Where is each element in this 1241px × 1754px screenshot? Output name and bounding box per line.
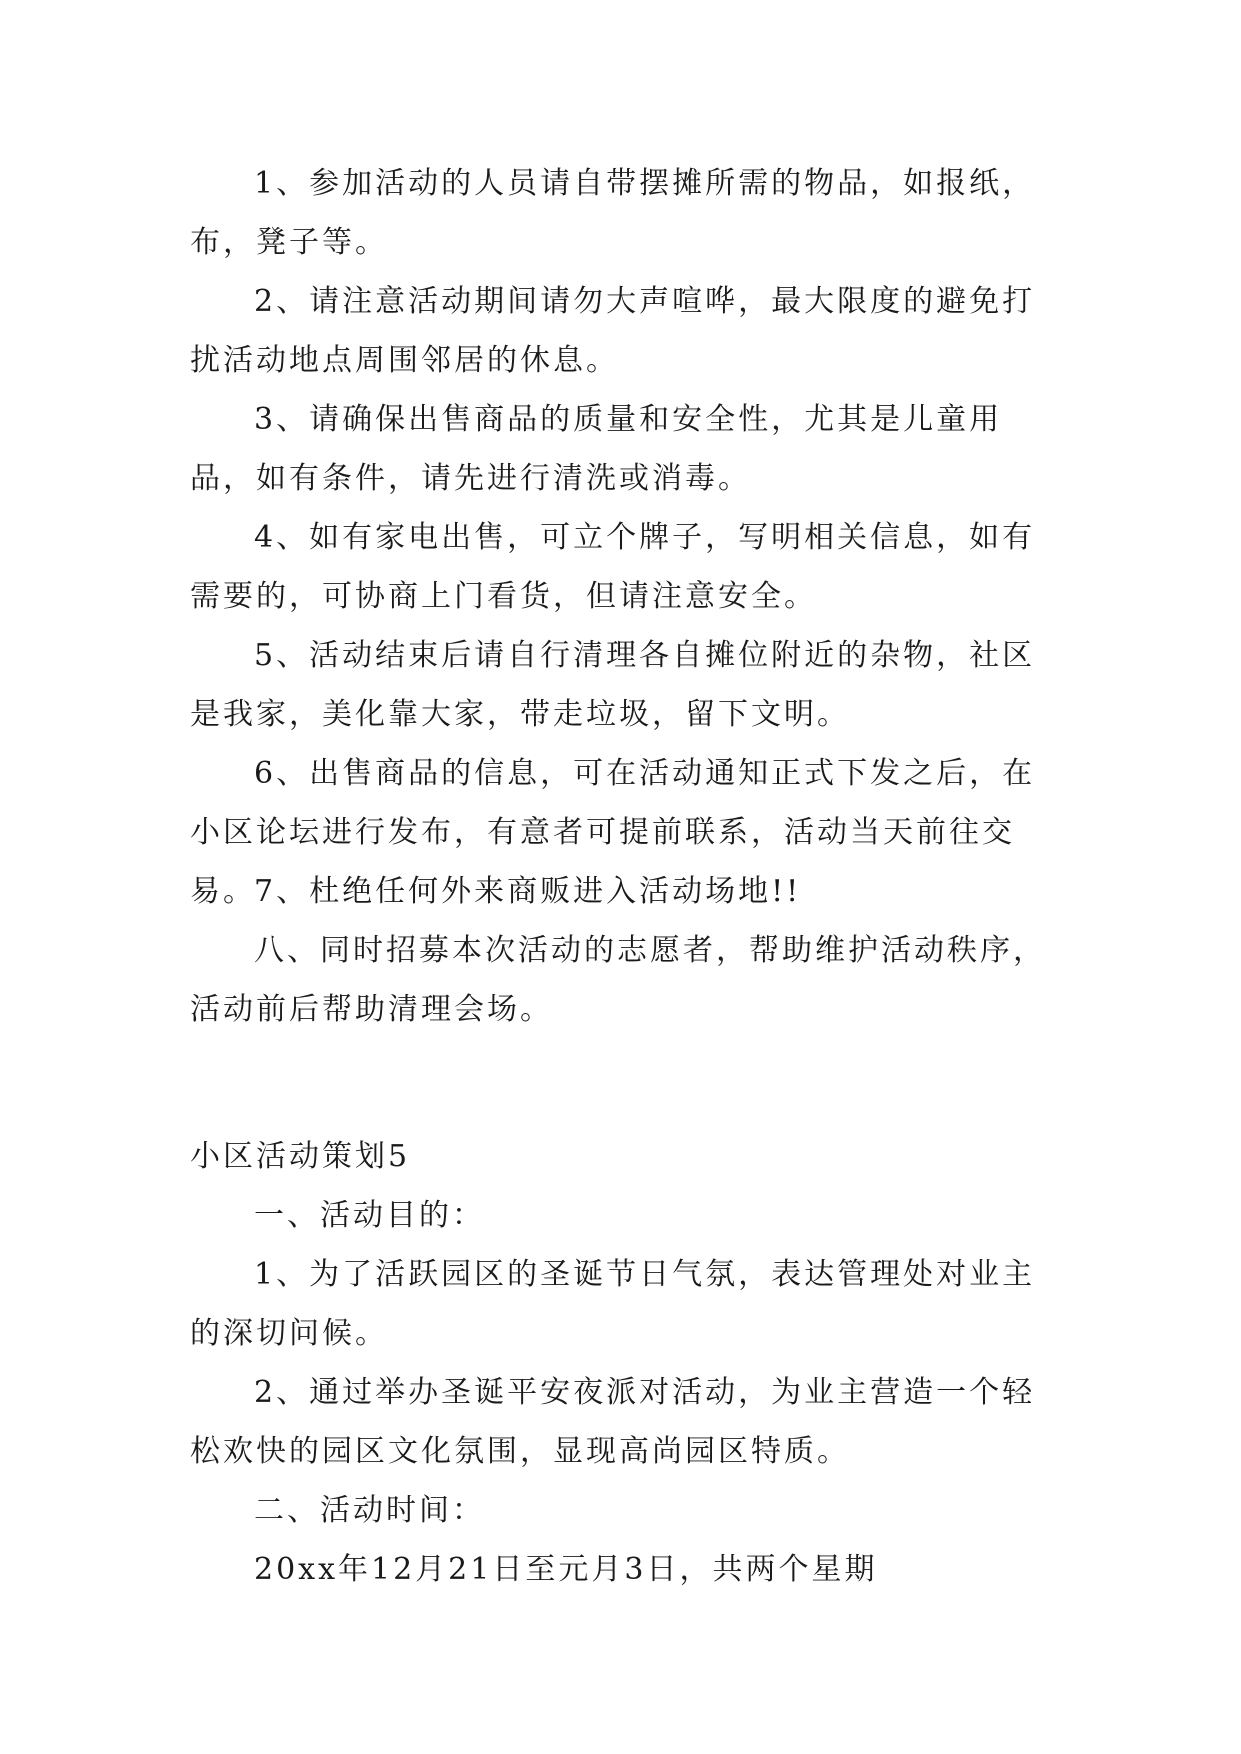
paragraph-item-4: 4、如有家电出售，可立个牌子，写明相关信息，如有需要的，可协商上门看货，但请注意安全。 bbox=[190, 520, 1036, 614]
paragraph-time-value: 20xx年12月21日至元月3日，共两个星期 bbox=[254, 1552, 878, 1587]
paragraph-item-2: 2、请注意活动期间请勿大声喧哗，最大限度的避免打扰活动地点周围邻居的休息。 bbox=[190, 284, 1036, 378]
paragraph-purpose-1: 1、为了活跃园区的圣诞节日气氛，表达管理处对业主的深切问候。 bbox=[190, 1257, 1036, 1351]
paragraph-item-3: 3、请确保出售商品的质量和安全性，尤其是儿童用品，如有条件，请先进行清洗或消毒。 bbox=[190, 402, 1003, 496]
paragraph-item-6: 6、出售商品的信息，可在活动通知正式下发之后，在小区论坛进行发布，有意者可提前联系，活动当天前往交易。 bbox=[190, 756, 1036, 909]
paragraph-purpose-heading: 一、活动目的： bbox=[254, 1198, 485, 1233]
section-title: 小区活动策划5 bbox=[190, 1139, 411, 1174]
paragraph-item-5: 5、活动结束后请自行清理各自摊位附近的杂物，社区是我家，美化靠大家，带走垃圾，留下文明。 bbox=[190, 638, 1036, 732]
paragraph-item-8: 八、同时招募本次活动的志愿者，帮助维护活动秩序，活动前后帮助清理会场。 bbox=[190, 933, 1046, 1027]
paragraph-purpose-2: 2、通过举办圣诞平安夜派对活动，为业主营造一个轻松欢快的园区文化氛围，显现高尚园区特质。 bbox=[190, 1375, 1036, 1469]
paragraph-item-7: 7、杜绝任何外来商贩进入活动场地!! bbox=[254, 874, 802, 909]
paragraph-item-1: 1、参加活动的人员请自带摆摊所需的物品，如报纸，布，凳子等。 bbox=[190, 166, 1036, 260]
paragraph-time-heading: 二、活动时间： bbox=[254, 1493, 485, 1528]
